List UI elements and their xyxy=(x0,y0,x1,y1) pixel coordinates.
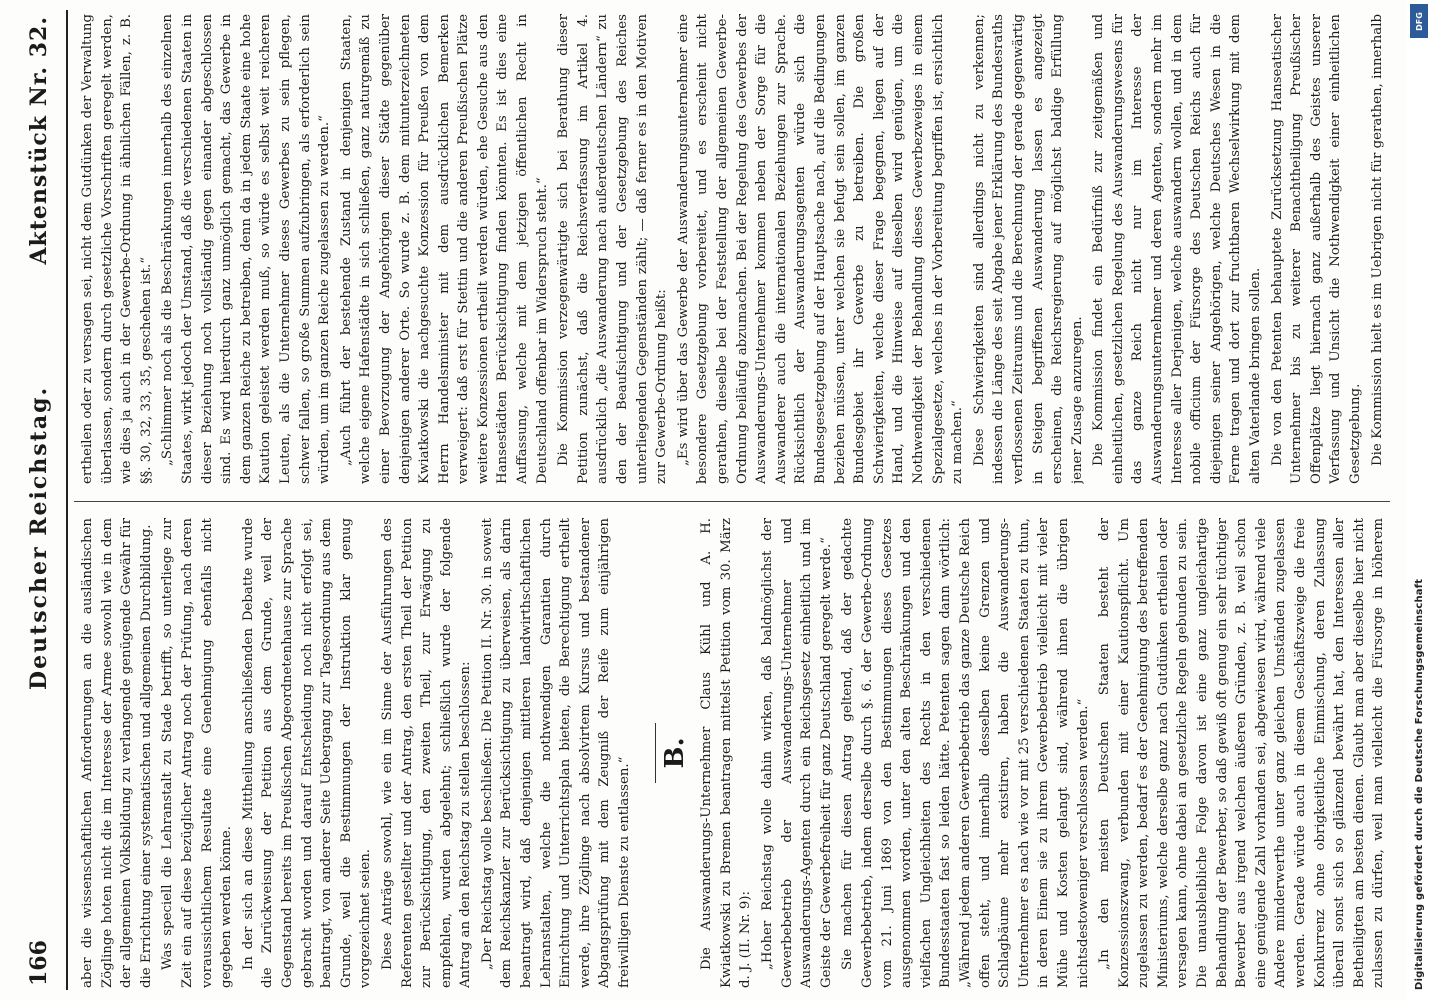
left-text-column xyxy=(78,518,1388,988)
resolution-quote: „Der Reichstag wolle beschließen: Die Petition II. Nr. 30. in soweit dem Reichskanzler zur Berücksichtigung zu überweisen, als darin beantragt wird, daß denjenigen mittleren landwirthschaftlichen Lehranstalten, welche die nothwendigen Garantien durch Einrichtung und Unterrichtsplan bieten, die Berechtigung ertheilt werde, ihre Zöglinge nach absolvirtem Kursus und bestandener Abgangsprüfung mit dem Zeugniß der Reife zum einjährigen freiwilligen Dienste zu entlassen.“ xyxy=(479,518,633,988)
paragraph: Die von den Petenten behauptete Zurücksetzung Hanseatischer Unternehmer bis zu weiterer Benachtheiligung Preußischer Offenplätze liegt hiernach ganz außerhalb des Geistes unserer Verfassung und Unsicht die Nothwendigkeit einer einheitlichen Gesetzgebung. xyxy=(1269,14,1363,484)
rotated-page-sheet xyxy=(20,10,1400,990)
paragraph: Diese Anträge sowohl, wie ein im Sinne der Ausführungen des Referenten gestellter und der Antrag, den ersten Theil der Petition zur Berücksichtigung, den zweiten Theil, zur Erwägung zu empfehlen, wurden abgelehnt; schließlich wurde der folgende Antrag an den Reichstag zu stellen beschlossen: xyxy=(379,518,474,988)
paragraph: Die Kommission findet ein Bedürfniß zur zeitgemäßen und einheitlichen, gesetzlichen Regelung des Auswanderungswesens für das ganze Reich nicht nur im Interesse der Auswanderungsunternehmer und deren Agenten, sondern mehr im Interesse aller Derjenigen, welche auswandern wollen, und in dem nobile officium der Fürsorge des Deutschen Reichs auch für diejenigen seiner Angehörigen, welche Deutsches Wesen in die Ferne tragen und dort zur fruchtbaren Wechselwirkung mit dem alten Vaterlande bringen sollen. xyxy=(1091,14,1264,484)
paragraph: „Schlimmer noch als die Beschränkungen innerhalb des einzelnen Staates, wirkt jedoch der Umstand, daß die verschiedenen Staaten in dieser Beziehung noch vollständig gegen einander abgeschlossen sind. Es wird hierdurch ganz unmöglich gemacht, das Gewerbe in dem ganzen Reiche zu betreiben, denn da in jedem Staate eine hohe Kaution geleistet werden muß, so würde es selbst weit reicheren Leuten, als die Unternehmer dieses Gewerbes zu sein pflegen, schwer fallen, so große Summen aufzubringen, als erforderlich sein würden, um im ganzen Reiche zugelassen zu werden.“ xyxy=(160,14,333,484)
digitization-sidebar xyxy=(1406,0,1432,1000)
petition-quote: „Hoher Reichstag wolle dahin wirken, daß baldmöglichst der Gewerbebetrieb der Auswanderungs-Unternehmer und Auswanderungs-Agenten durch ein Reichsgesetz einheitlich und im Geiste der Gewerbefreiheit für ganz Deutschland geregelt werde.“ xyxy=(760,518,834,988)
paragraph: Was speciell die Lehranstalt zu Stade betrifft, so unterliege zur Zeit ein auf diese bezüglicher Antrag noch der Prüfung, nach deren voraussichtlichem Resultate eine Genehmigung ebenfalls nicht gegeben werden könne. xyxy=(160,518,235,988)
paragraph: Die Auswanderungs-Unternehmer Claus Kühl und A. H. Kwiatkowski zu Bremen beantragen mittelst Petition vom 30. März d. J. (II. Nr. 9): xyxy=(699,518,754,988)
page-header xyxy=(20,10,68,990)
paragraph: In der sich an diese Mittheilung anschließenden Debatte wurde die Zurückweisung der Petition aus dem Grunde, weil der Gegenstand bereits im Preußischen Abgeordnetenhause zur Sprache gebracht worden und darauf Entscheidung noch nicht erfolgt sei, beantragt, von anderer Seite Uebergang zur Tagesordnung aus dem Grunde, weil die Bestimmungen der Instruktion klar genug vorgezeichnet seien. xyxy=(240,518,374,988)
paragraph: Diese Schwierigkeiten sind allerdings nicht zu verkennen; indessen die Länge des seit Abgabe jener Erklärung des Bundesraths verflossenen Zeitraums und die Berechnung der gerade gegenwärtig in Steigen begriffenen Auswanderung lassen es angezeigt erscheinen, die Reichsregierung auf möglichst baldige Erfüllung jener Zusage anzuregen. xyxy=(971,14,1085,484)
paragraph: Die Kommission verzegenwärtigte sich bei Berathung dieser Petition zunächst, daß die Reichsverfassung im Artikel 4. ausdrücklich „die Auswanderung nach außerdeutschen Ländern“ zu den der Beaufsichtigung und der Gesetzgebung des Reiches unterliegenden Gegenständen zählt; — daß ferner es in den Motiven zur Gewerbe-Ordnung heißt: xyxy=(556,14,670,484)
column-divider xyxy=(74,501,1390,502)
dfg-logo: DFG xyxy=(1410,4,1428,38)
paragraph: ertheilen oder zu versagen sei, nicht dem Gutdünken der Verwaltung überlassen, sondern durch gesetzliche Vorschriften geregelt werden, wie dies ja auch in der Gewerbe-Ordnung in ähnlichen Fällen, z. B. §§. 30, 32, 33, 35, geschehen ist.“ xyxy=(80,14,154,484)
page-number: 166 xyxy=(26,940,52,986)
digitization-credit: Digitalisierung gefördert durch die Deutsche Forschungsgemeinschaft xyxy=(1414,578,1425,990)
section-heading-b: B. xyxy=(655,518,686,988)
paragraph: „Auch führt der bestehende Zustand in denjenigen Staaten, welche eigene Hafenstädte in sich schließen, ganz naturgemäß zu einer Bevorzugung der Angehörigen dieser Städte gegenüber denjenigen anderer Orte. So wurde z. B. dem mitunterzeichneten Kwiatkowski die nachgesuchte Konzession für Preußen von dem Herrn Handelsminister mit dem ausdrücklichen Bemerken verweigert: daß erst für Stettin und die anderen Preußischen Plätze weitere Konzessionen ertheilt werden würden, ehe Gesuche aus den Hansestädten Berücksichtigung finden könnten. Es ist dies eine Auffassung, welche mit dem jetzigen öffentlichen Recht in Deutschland offenbar im Widerspruch steht.“ xyxy=(338,14,550,484)
page-title: Deutscher Reichstag. xyxy=(26,385,52,690)
right-text-column xyxy=(78,14,1388,484)
paragraph: Die Kommission hielt es im Uebrigen nicht für gerathen, innerhalb xyxy=(1369,14,1385,466)
paragraph: „In den meisten Deutschen Staaten besteht der Konzessionszwang, verbunden mit einer Kautionspflicht. Um zugelassen zu werden, bedarf es der Genehmigung des betreffenden Ministeriums, welche derselbe ganz nach Gutdünken ertheilen oder versagen kann, ohne dabei an gesetzliche Regeln gebunden zu sein. Die unausbleibliche Folge davon ist eine ganz ungleichartige Behandlung der Bewerber, so daß gewiß oft genug ein sehr tüchtiger Bewerber aus irgend welchen äußeren Gründen, z. B. weil schon eine genügende Zahl vorhanden sei, abgewiesen wird, während viele Andere minderwerthe unter ganz gleichen Umständen zugelassen werden. Gerade würde auch in diesem Geschäftszweige die freie Konkurrenz ohne obrigkeitliche Einmischung, deren Zulassung überall sonst sich so glänzend bewährt hat, den Interessen aller Betheiligten am besten dienen. Glaubt man aber dieselbe hier nicht zulassen zu dürfen, weil man vielleicht die Fürsorge in höherem xyxy=(1097,518,1387,988)
paragraph: Sie machen für diesen Antrag geltend, daß der gedachte Gewerbebetrieb, indem derselbe durch §. 6. der Gewerbe-Ordnung vom 21. Juni 1869 von den Bestimmungen dieses Gesetzes ausgenommen worden, unter den alten Beschränkungen und den vielfachen Ungleichheiten des Rechts in den verschiedenen Bundesstaaten fast so leiden hätte. Petenten sagen dann wörtlich: „Während jedem anderen Gewerbebetrieb das ganze Deutsche Reich offen steht, und innerhalb desselben keine Grenzen und Schlagbäume mehr existiren, haben die Auswanderungs-Unternehmer es nach wie vor mit 25 verschiedenen Staaten zu thun, in deren Einem sie zu ihrem Gewerbebetrieb vielleicht mit vieler Mühe und Kosten gelangt sind, während ihnen die übrigen nichtsdestoweniger verschlossen werden.“ xyxy=(840,518,1091,988)
document-section-number: Aktenstück Nr. 32. xyxy=(26,16,52,265)
paragraph: aber die wissenschaftlichen Anforderungen an die ausländischen Zöglinge hoten nicht die im Interesse der Armee sowohl wie in dem der allgemeinen Volksbildung zu verlangende genügende Gewähr für die Errichtung einer systematischen und allgemeinen Durchbildung. xyxy=(80,518,154,988)
motive-quote: „Es wird über das Gewerbe der Auswanderungsunternehmer eine besondere Gesetzgebung vorbereitet, und es erscheint nicht gerathen, dieselbe bei der Feststellung der allgemeinen Gewerbe-Ordnung beiläufig abzumachen. Bei der Regelung des Gewerbes der Auswanderungs-Unternehmer kommen neben der Sorge für die Auswanderer auch die internationalen Beziehungen zur Sprache. Rücksichtlich der Auswanderungsagenten würde sich die Bundesgesetzgebung auf der Hauptsache nach, auf die Bedingungen beziehen müssen, unter welchen sie befugt sein sollen, im ganzen Bundesgebiet ihr Gewerbe zu betreiben. Die großen Schwierigkeiten, welche dieser Frage begegnen, liegen auf der Hand, und die Hinweise auf dieselben wird genügen, um die Nothwendigkeit der Behandlung dieses Gewerbezweiges in einem Spezialgesetze, welches in der Vorbereitung begriffen ist, ersichtlich zu machen.“ xyxy=(675,14,966,484)
